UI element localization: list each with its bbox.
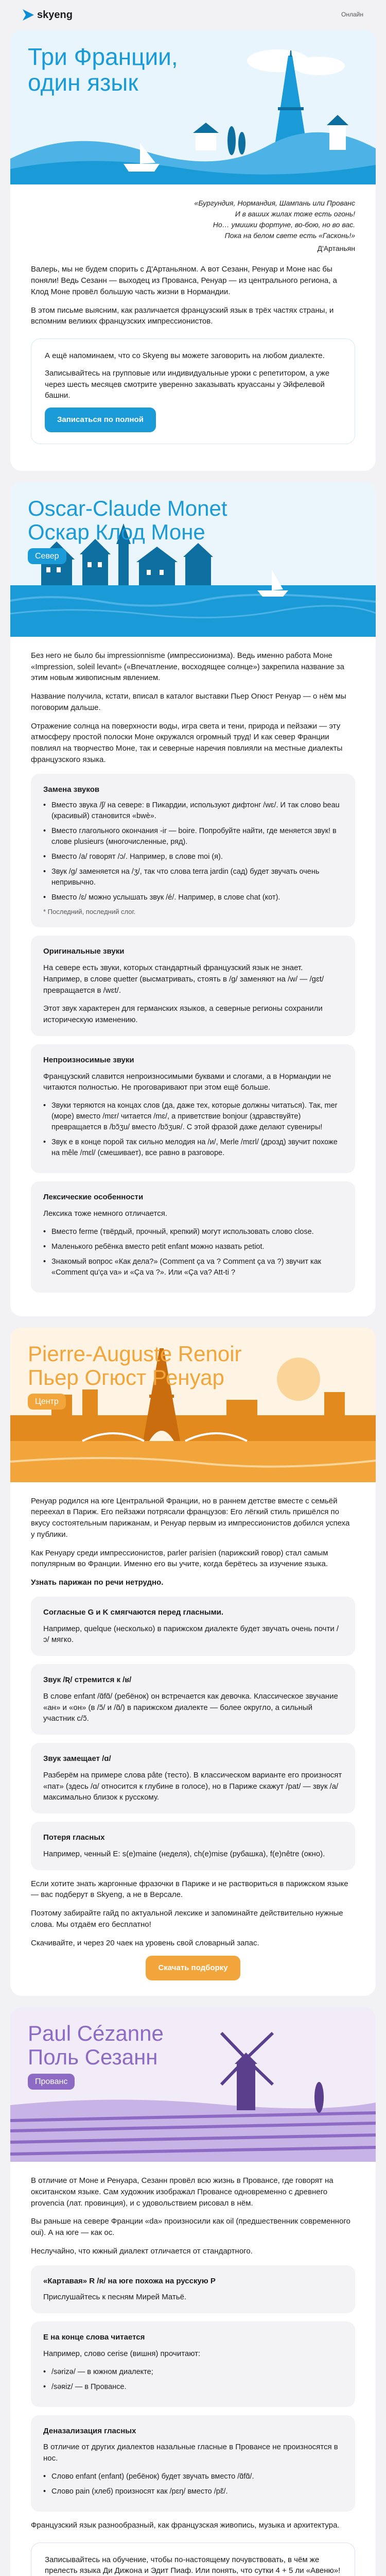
cezanne-box-2: E на конце слова читается Например, слово cerise (вишня) прочитают: • /sərizə/ — в южном диалекте; • /sәʀiz/ — в Провансе. <box>31 2321 355 2407</box>
renoir-paragraph: Ренуар родился на юге Центральной Франции, но в раннем детстве вместе с семьёй переехал в Париж. Его пейзажи потрясали французов: Его лёгкий стиль пришёлся по вкусу состоятельным парижанам, и Ренуар первым из импрессионистов добился успеха у публики. <box>31 1496 350 1539</box>
renoir-paragraph: Скачивайте, и через 20 чаек на уровень свой словарный запас. <box>31 1938 259 1947</box>
cezanne-note-box: Записывайтесь на обучение, чтобы по-настоящему почувствовать, в чём же прелесть языка Ди Дижона и Эдит Пиаф. Или понять, что сутки 4 + 5 ли «Авеню»! <box>31 2543 355 2576</box>
enroll-button[interactable]: Записаться по полной <box>45 408 156 432</box>
cezanne-paragraph: Вы раньше на севере Франции «da» произносили как oil (предшественник современного oui). А на юге — как oc. <box>31 2217 350 2238</box>
cezanne-paragraph: Неслучайно, что южный диалект отличается от стандартного. <box>31 2246 253 2256</box>
renoir-box-1: Согласные G и K смягчаются перед гласными. Например, quelque (несколько) в парижском диалекте будет звучать очень почти /ɔ/ мягко. <box>31 1597 355 1656</box>
renoir-paragraph: Как Ренуару среди импрессионистов, parler parisien (парижский говор) стал самым популярным во Франции. Именно его вы учите, когда берётесь за изучение языка. <box>31 1548 328 1569</box>
monet-paragraph: Название получила, кстати, вписал в каталог выставки Пьер Огюст Ренуар — о нём мы поговорим дальше. <box>31 692 346 712</box>
renoir-paragraph: Если хотите знать жаргонные фразочки в Париже и не раствориться в парижском языке — вас подберут в Skyeng, а не в Версале. <box>31 1879 348 1900</box>
region-tag: Север <box>28 548 66 564</box>
intro-hero <box>10 30 376 184</box>
intro-body <box>10 184 376 471</box>
renoir-hero <box>10 1328 376 1482</box>
monet-card <box>10 482 376 1316</box>
renoir-box-2: Звук /Ʀ/ стремится к /ʁ/ В слове enfant /ɑ̃fɑ̃/ (ребёнок) он встречается как девочка. Классическое звучание «ан» и «он» (в /ɔ̃/ и /ɑ̃/) в парижском диалекте — более округло, а сильный участник с/ɔ̃. <box>31 1664 355 1735</box>
intro-paragraph: В этом письме выясним, как различается французский язык в трёх частях страны, и вспомним великих французских импрессионистов. <box>31 306 334 326</box>
silent-sounds-box: Непроизносимые звуки Французский славится непроизносимыми буквами и слогами, а в Нормандии не читаются полностью. Не проговаривают при этом ещё больше. • Звуки теряются на концах слов (да, даже тех, которые должны читаться). Так, mer (море) вместо /mɛr/ читается /mɛ/, а приветствие bonjour (здравствуйте) превращается в /bɔ̃ʒu/ вместо /bɔ̃ʒuʀ/. С этой фразой даже делают сувениры! • Звук e в конце порой так сильно мелодия на /и/, Merle /mɛrl/ (дрозд) звучит похоже на mêle /mɛl/ (смешивает), все равно в разговоре. <box>31 1044 355 1173</box>
cezanne-card <box>10 2007 376 2576</box>
top-bar <box>10 0 376 30</box>
renoir-paragraph: Поэтому забирайте гайд по актуальной лексике и запоминайте действительно нужные слова. Мы отдаём его бесплатно! <box>31 1909 343 1929</box>
monet-paragraph: Отражение солнца на поверхности воды, игра света и тени, природа и пейзажи — эту атмосферу простой полоски Моне окружался огромный труд! И как север Франции повлиял на творчество Моне, так и северные наречия повлияли на местные диалекты французского языка. <box>31 721 343 764</box>
cezanne-title: Paul Cézanne Поль Сезанн Прованс <box>28 2022 164 2090</box>
renoir-box-3: Звук замещает /ɑ/ Разберём на примере слова pâte (тесто). В классическом варианте его произносят «пат» (здесь /ɑ/ относится к глубине в голосе), но в Париже скажут /pat/ — звук /a/ максимально близок к русскому. <box>31 1743 355 1814</box>
cezanne-body <box>10 2162 376 2576</box>
cezanne-hero <box>10 2007 376 2162</box>
monet-body <box>10 637 376 1316</box>
intro-note-box: А ещё напоминаем, что со Skyeng вы можете заговорить на любом диалекте. Записывайтесь на групповые или индивидуальные уроки с репетитором, а уже через шесть месяцев смотрите уверенно заказывать круассаны у Эйфелевой башни. Записаться по полной <box>31 338 355 444</box>
intro-title: Три Франции, один язык <box>28 43 178 96</box>
monet-paragraph: Без него не было бы impressionnisme (импрессионизма). Ведь именно работа Моне «Impression, soleil levant» («Впечатление, восходящее солнце») закрепила название за этим новым живописным явлением. <box>31 651 345 683</box>
renoir-lead: Узнать парижан по речи нетрудно. <box>31 1578 164 1587</box>
view-online-link[interactable]: Онлайн <box>341 11 363 19</box>
intro-quote: «Бургундия, Нормандия, Шампань или Прованс И в ваших жилах тоже есть огонь! Но… умишки фортуне, во-бою, но во вас. Пока на белом свете есть «Гасконь!» <box>194 199 355 240</box>
cezanne-paragraph: Французский язык разнообразный, как французская живопись, музыка и архитектура. <box>31 2520 340 2530</box>
renoir-box-4: Потеря гласных Например, ченный E: s(e)maine (неделя), ch(e)mise (рубашка), f(e)nêtre (окно). <box>31 1822 355 1870</box>
intro-paragraph: Валерь, мы не будем спорить с Д'Артаньяном. А вот Сезанн, Ренуар и Моне нас бы поняли! Ведь Сезанн — выходец из Прованса, Ренуар — из центрального региона, а Клод Моне провёл большую часть жизни в Нормандии. <box>31 265 337 296</box>
cezanne-box-3: Деназализация гласных В отличие от других диалектов назальные гласные в Провансе не произносятся в нос. • Слово enfant (enfant) (ребёнок) будет звучать вместо /ɑ̃fɑ̃/. • Слово pain (хлеб) произносят как /pɛŋ/ вместо /pɛ̃/. <box>31 2415 355 2512</box>
quote-author: Д'Артаньян <box>317 244 355 252</box>
skyeng-logo[interactable]: skyeng <box>23 8 73 23</box>
renoir-body <box>10 1482 376 1996</box>
cezanne-paragraph: В отличие от Моне и Ренуара, Сезанн провёл всю жизнь в Провансе, где говорят на окситанском языке. Сам художник изображал Провансе одновременно с древнего provencia (лат. провинция), и с удовольствием рисовал в нём. <box>31 2176 334 2208</box>
region-tag: Прованс <box>28 2074 75 2090</box>
renoir-title: Pierre-Auguste Renoir Пьер Огюст Ренуар Центр <box>28 1342 242 1410</box>
region-tag: Центр <box>28 1394 66 1410</box>
original-sounds-box: Оригинальные звуки На севере есть звуки, которых стандартный французский язык не знает. Например, в слове quetter (высматривать, стоять в /g/ заменяют на /w/ — /gɛt/ превращается в /wɛt/. Этот звук характерен для германских языков, а северные регионы сохранили историческую изменению. <box>31 936 355 1036</box>
renoir-card <box>10 1328 376 1996</box>
download-guide-button[interactable]: Скачать подборку <box>146 1956 240 1980</box>
monet-title: Oscar-Claude Monet Оскар Клод Моне Север <box>28 497 227 565</box>
cezanne-box-1: «Картавая» R /ʀ/ на юге похожа на русскую Р Прислушайтесь к песням Мирей Матьё. <box>31 2265 355 2314</box>
monet-hero <box>10 482 376 637</box>
sound-replacement-box: Замена звуков • Вместо звука /ʃ/ на севере: в Пикардии, используют дифтонг /wɛ/. И так слово beau (красивый) становится «bwè». • Вместо глагольного окончания -ir — boire. Попробуйте найти, где меняется звук! в слове plusieurs (многочисленные, ряд). • Вместо /а/ говорят /ɔ/. Например, в слове moi (я). • Звук /g/ заменяется на /ʒ/, так что слова terra jardin (сад) будет звучать очень непривычно. • Вместо /ɛ/ можно услышать звук /é/. Например, в слове chat (кот). * Последний, последний слог. <box>31 774 355 928</box>
intro-card <box>10 30 376 471</box>
lexical-box: Лексические особенности Лексика тоже немного отличается. • Вместо ferme (твёрдый, прочный, крепкий) могут использовать слово close. • Маленького ребёнка вместо petit enfant можно назвать petiot. • Знакомый вопрос «Как дела?» (Comment ça va ? Comment ça va ?) звучит как «Comment qu'ça va» и «Ça va ?». Или «Ça va? Att-ti ? <box>31 1181 355 1293</box>
skyeng-logo-icon <box>23 9 34 21</box>
